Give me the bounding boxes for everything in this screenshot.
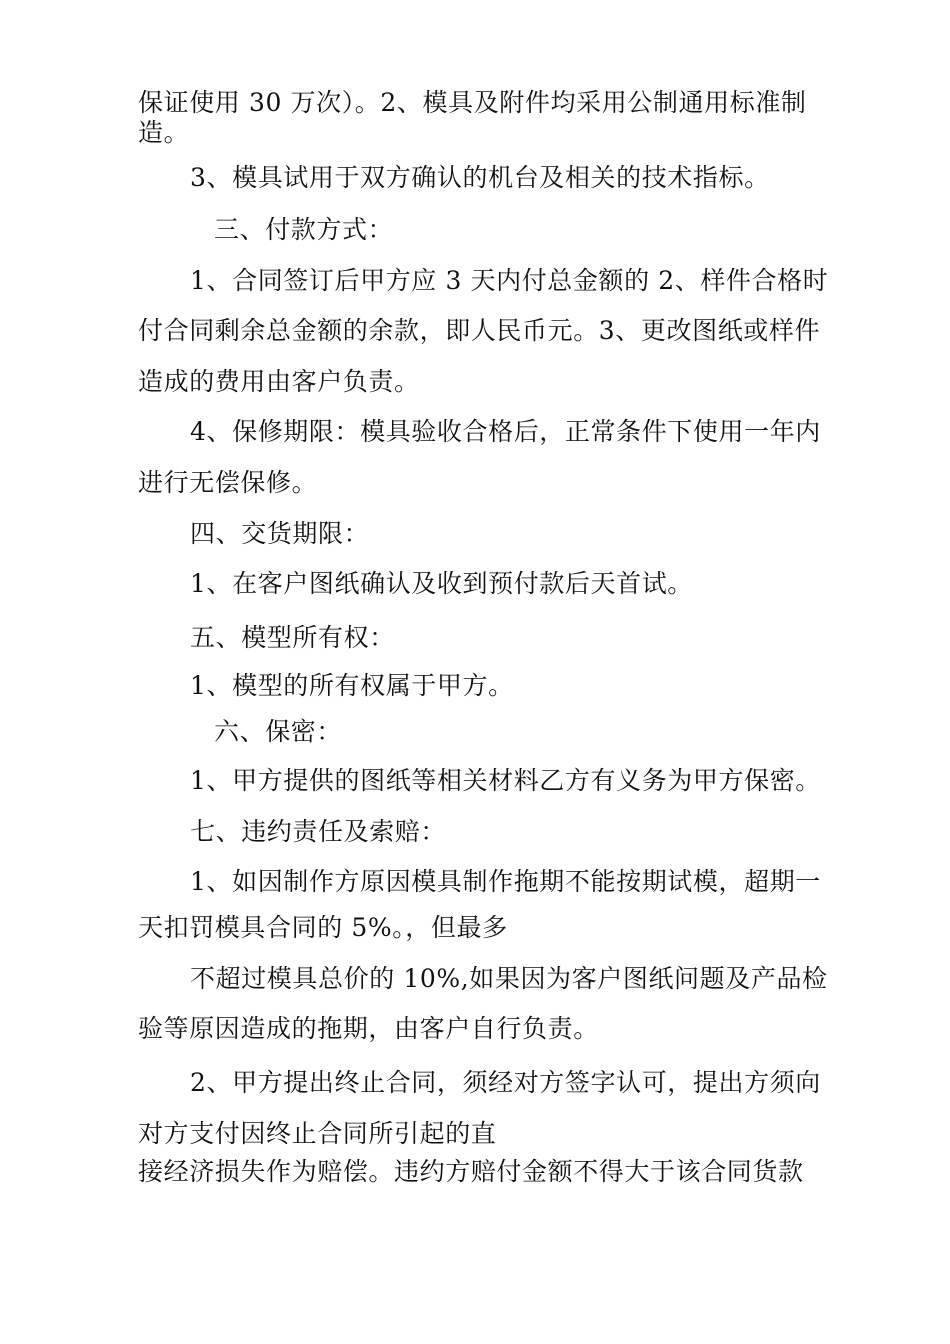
section-heading: 四、交货期限： [190, 519, 370, 548]
section-heading: 五、模型所有权： [190, 623, 395, 652]
text-line: 1、合同签订后甲方应 3 天内付总金额的 2、样件合格时 [190, 266, 829, 295]
text-line: 1、在客户图纸确认及收到预付款后天首试。 [190, 569, 693, 598]
text-line: 2、甲方提出终止合同，须经对方签字认可，提出方须向 [190, 1068, 821, 1097]
text-line: 不超过模具总价的 10%,如果因为客户图纸问题及产品检 [190, 964, 828, 993]
text-line: 造。 [138, 118, 190, 147]
section-heading: 六、保密： [214, 717, 343, 746]
text-line: 3、模具试用于双方确认的机台及相关的技术指标。 [190, 163, 770, 192]
text-line: 1、甲方提供的图纸等相关材料乙方有义务为甲方保密。 [190, 766, 821, 795]
section-heading: 三、付款方式： [214, 215, 394, 244]
text-line: 天扣罚模具合同的 5%。，但最多 [138, 913, 508, 942]
text-line: 对方支付因终止合同所引起的直 [138, 1119, 497, 1148]
text-line: 接经济损失作为赔偿。违约方赔付金额不得大于该合同货款 [138, 1157, 804, 1186]
text-line: 4、保修期限：模具验收合格后，正常条件下使用一年内 [190, 417, 821, 446]
text-line: 保证使用 30 万次）。2、模具及附件均采用公制通用标准制 [138, 88, 807, 117]
text-line: 造成的费用由客户负责。 [138, 367, 420, 396]
text-line: 1、如因制作方原因模具制作拖期不能按期试模，超期一 [190, 867, 821, 896]
text-line: 进行无偿保修。 [138, 468, 318, 497]
text-line: 付合同剩余总金额的余款，即人民币元。3、更改图纸或样件 [138, 316, 821, 345]
text-line: 验等原因造成的拖期，由客户自行负责。 [138, 1014, 599, 1043]
text-line: 1、模型的所有权属于甲方。 [190, 671, 514, 700]
section-heading: 七、违约责任及索赔： [190, 817, 447, 846]
